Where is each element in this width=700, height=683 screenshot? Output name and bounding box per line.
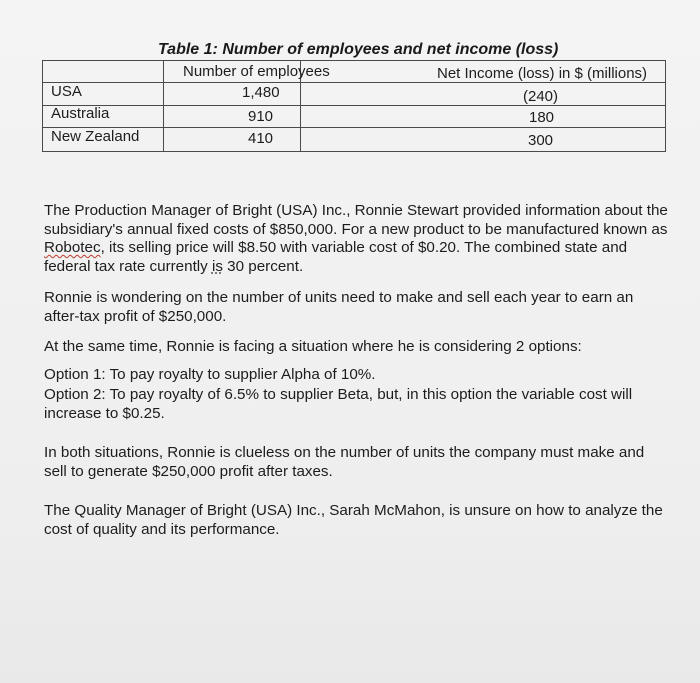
paragraph-production-manager	[44, 202, 668, 276]
p1-text-c: 30 percent.	[222, 257, 304, 275]
paragraph-quality-manager: The Quality Manager of Bright (USA) Inc., Sarah McMahon, is unsure on how to analyze the cost of quality and its performance.	[44, 502, 663, 538]
p1-text-a: The Production Manager of Bright (USA) Inc., Ronnie Stewart provided information about the subsidiary's annual fixed costs of $850,000. For a new product to be manufactured known as	[44, 202, 668, 238]
p1-is: is	[211, 257, 223, 275]
option-2: Option 2: To pay royalty of 6.5% to supplier Beta, but, in this option the variable cost will increase to $0.25.	[44, 386, 633, 422]
row-usa-country: USA	[51, 83, 82, 100]
paragraph-both-situations: In both situations, Ronnie is clueless on the number of units the company must make and sell to generate $250,000 profit after taxes.	[44, 444, 645, 480]
table-border-right	[665, 60, 666, 152]
table-border-left	[42, 60, 43, 152]
row-australia-employees: 910	[248, 108, 274, 125]
row-nz-employees: 410	[248, 130, 274, 147]
p1-robotec: Robotec	[44, 239, 101, 256]
header-net-income: Net Income (loss) in $ (millions)	[437, 65, 648, 82]
employees-income-table	[42, 60, 666, 152]
table-border-top	[42, 60, 666, 61]
table-col-divider-1	[163, 60, 164, 152]
table-rule-row1	[42, 105, 666, 106]
table-title: Table 1: Number of employees and net income (loss)	[158, 41, 559, 58]
option-1: Option 1: To pay royalty to supplier Alpha of 10%.	[44, 366, 376, 383]
paragraph-two-options: At the same time, Ronnie is facing a situation where he is considering 2 options:	[44, 338, 582, 355]
row-australia-net-income: 180	[529, 109, 555, 126]
row-usa-employees: 1,480	[242, 84, 280, 101]
row-nz-country: New Zealand	[51, 128, 140, 145]
table-border-bottom	[42, 151, 666, 152]
row-australia-country: Australia	[51, 105, 110, 122]
header-employees: Number of employees	[183, 63, 330, 80]
p1-text-b: , its selling price will $8.50 with variable cost of $0.20. The combined state and federal tax rate currently	[44, 239, 628, 275]
row-usa-net-income: (240)	[523, 88, 559, 105]
row-nz-net-income: 300	[528, 132, 554, 149]
paragraph-target-profit: Ronnie is wondering on the number of units need to make and sell each year to earn an after-tax profit of $250,000.	[44, 289, 634, 325]
